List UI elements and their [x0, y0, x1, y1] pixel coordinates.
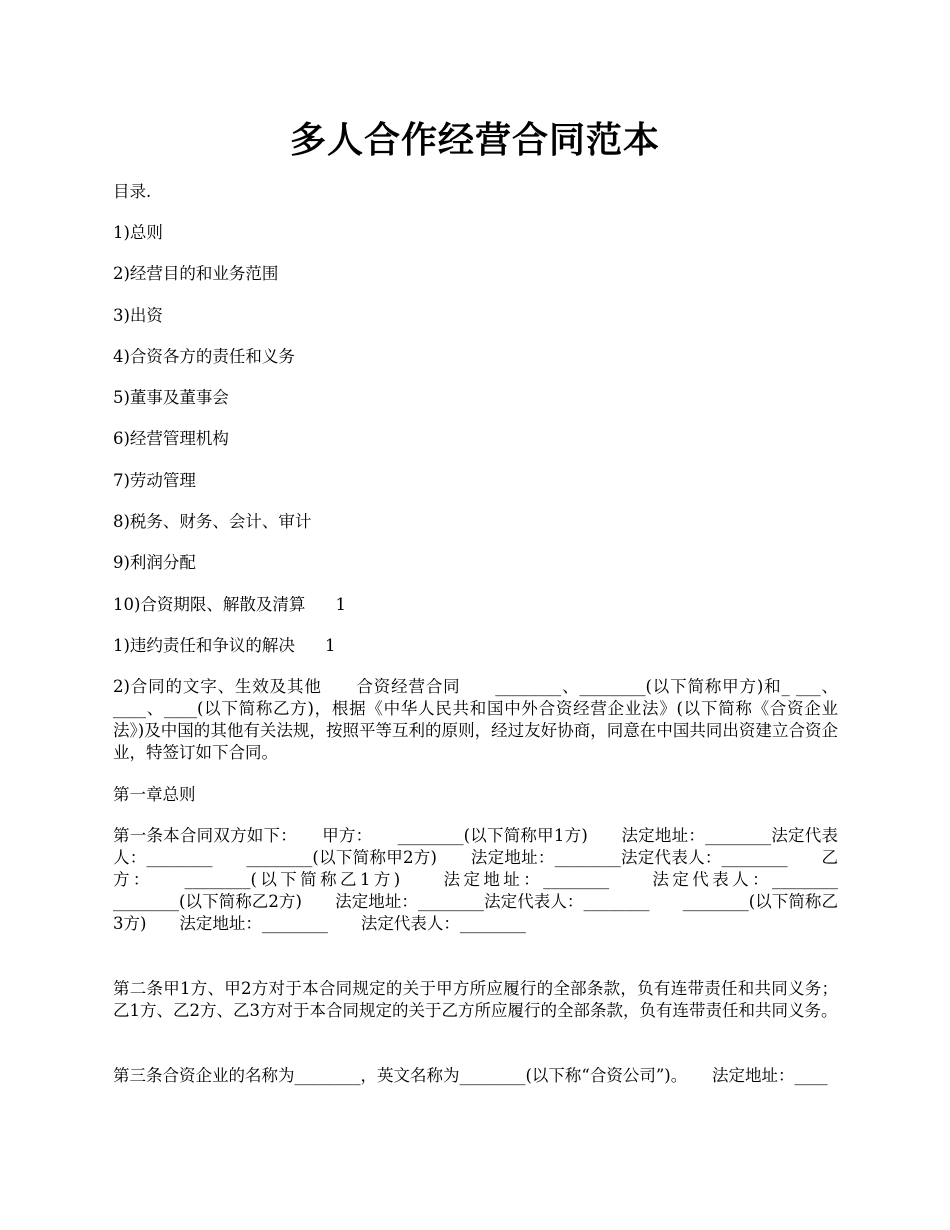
document-title: 多人合作经营合同范本 — [289, 119, 660, 161]
article-3: 第三条合资企业的名称为________，英文名称为________(以下称“合资公司”)。 法定地址：____ — [113, 1066, 828, 1085]
toc-item — [113, 594, 838, 616]
toc-item: 6)经营管理机构 — [113, 429, 229, 448]
toc-item: 2)经营目的和业务范围 — [113, 264, 279, 283]
toc-page-number: 1 — [324, 636, 336, 655]
toc-item: 7)劳动管理 — [113, 471, 196, 490]
toc-item: 3)出资 — [113, 306, 163, 325]
toc-page-number: 1 — [335, 595, 346, 614]
toc-item: 4)合资各方的责任和义务 — [113, 347, 295, 366]
toc-item-label: 1)违约责任和争议的解决 — [113, 636, 295, 655]
toc-item: 5)董事及董事会 — [113, 388, 229, 407]
toc-item: 8)税务、财务、会计、审计 — [113, 512, 312, 531]
chapter-heading: 第一章总则 — [113, 785, 196, 804]
toc-item: 9)利润分配 — [113, 553, 196, 572]
toc-item: 1)总则 — [113, 223, 163, 242]
toc-heading: 目录. — [113, 182, 152, 201]
preamble-paragraph: 2)合同的文字、生效及其他 合资经营合同 ________、________(以下简称甲方)和_ ___、____、____(以下简称乙方)，根据《中华人民共和国中外合资经营企业法》(以下简称《合资企业法》)及中国的其他有关法规，按照平等互利的原则，经过友好协商，同意在中国共同出资建立合资企业，特签订如下合同。 — [113, 677, 838, 762]
toc-item-label: 10)合资期限、解散及清算 — [113, 595, 306, 614]
toc-item — [113, 635, 838, 657]
article-2: 第二条甲1方、甲2方对于本合同规定的关于甲方所应履行的全部条款，负有连带责任和共同义务；乙1方、乙2方、乙3方对于本合同规定的关于乙方所应履行的全部条款，负有连带责任和共同义务。 — [113, 979, 838, 1020]
article-1: 第一条本合同双方如下： 甲方： ________(以下简称甲1方) 法定地址：________法定代表人：________ ________(以下简称甲2方) 法定地址：________法定代表人：________ 乙方： ________(以下简称乙1方) 法定地址：________ 法定代表人：________ ________(以下简称乙2方) 法定地址：________法定代表人：________ ________(以下简称乙3方) 法定地址：________ 法定代表人：________ — [113, 826, 871, 933]
